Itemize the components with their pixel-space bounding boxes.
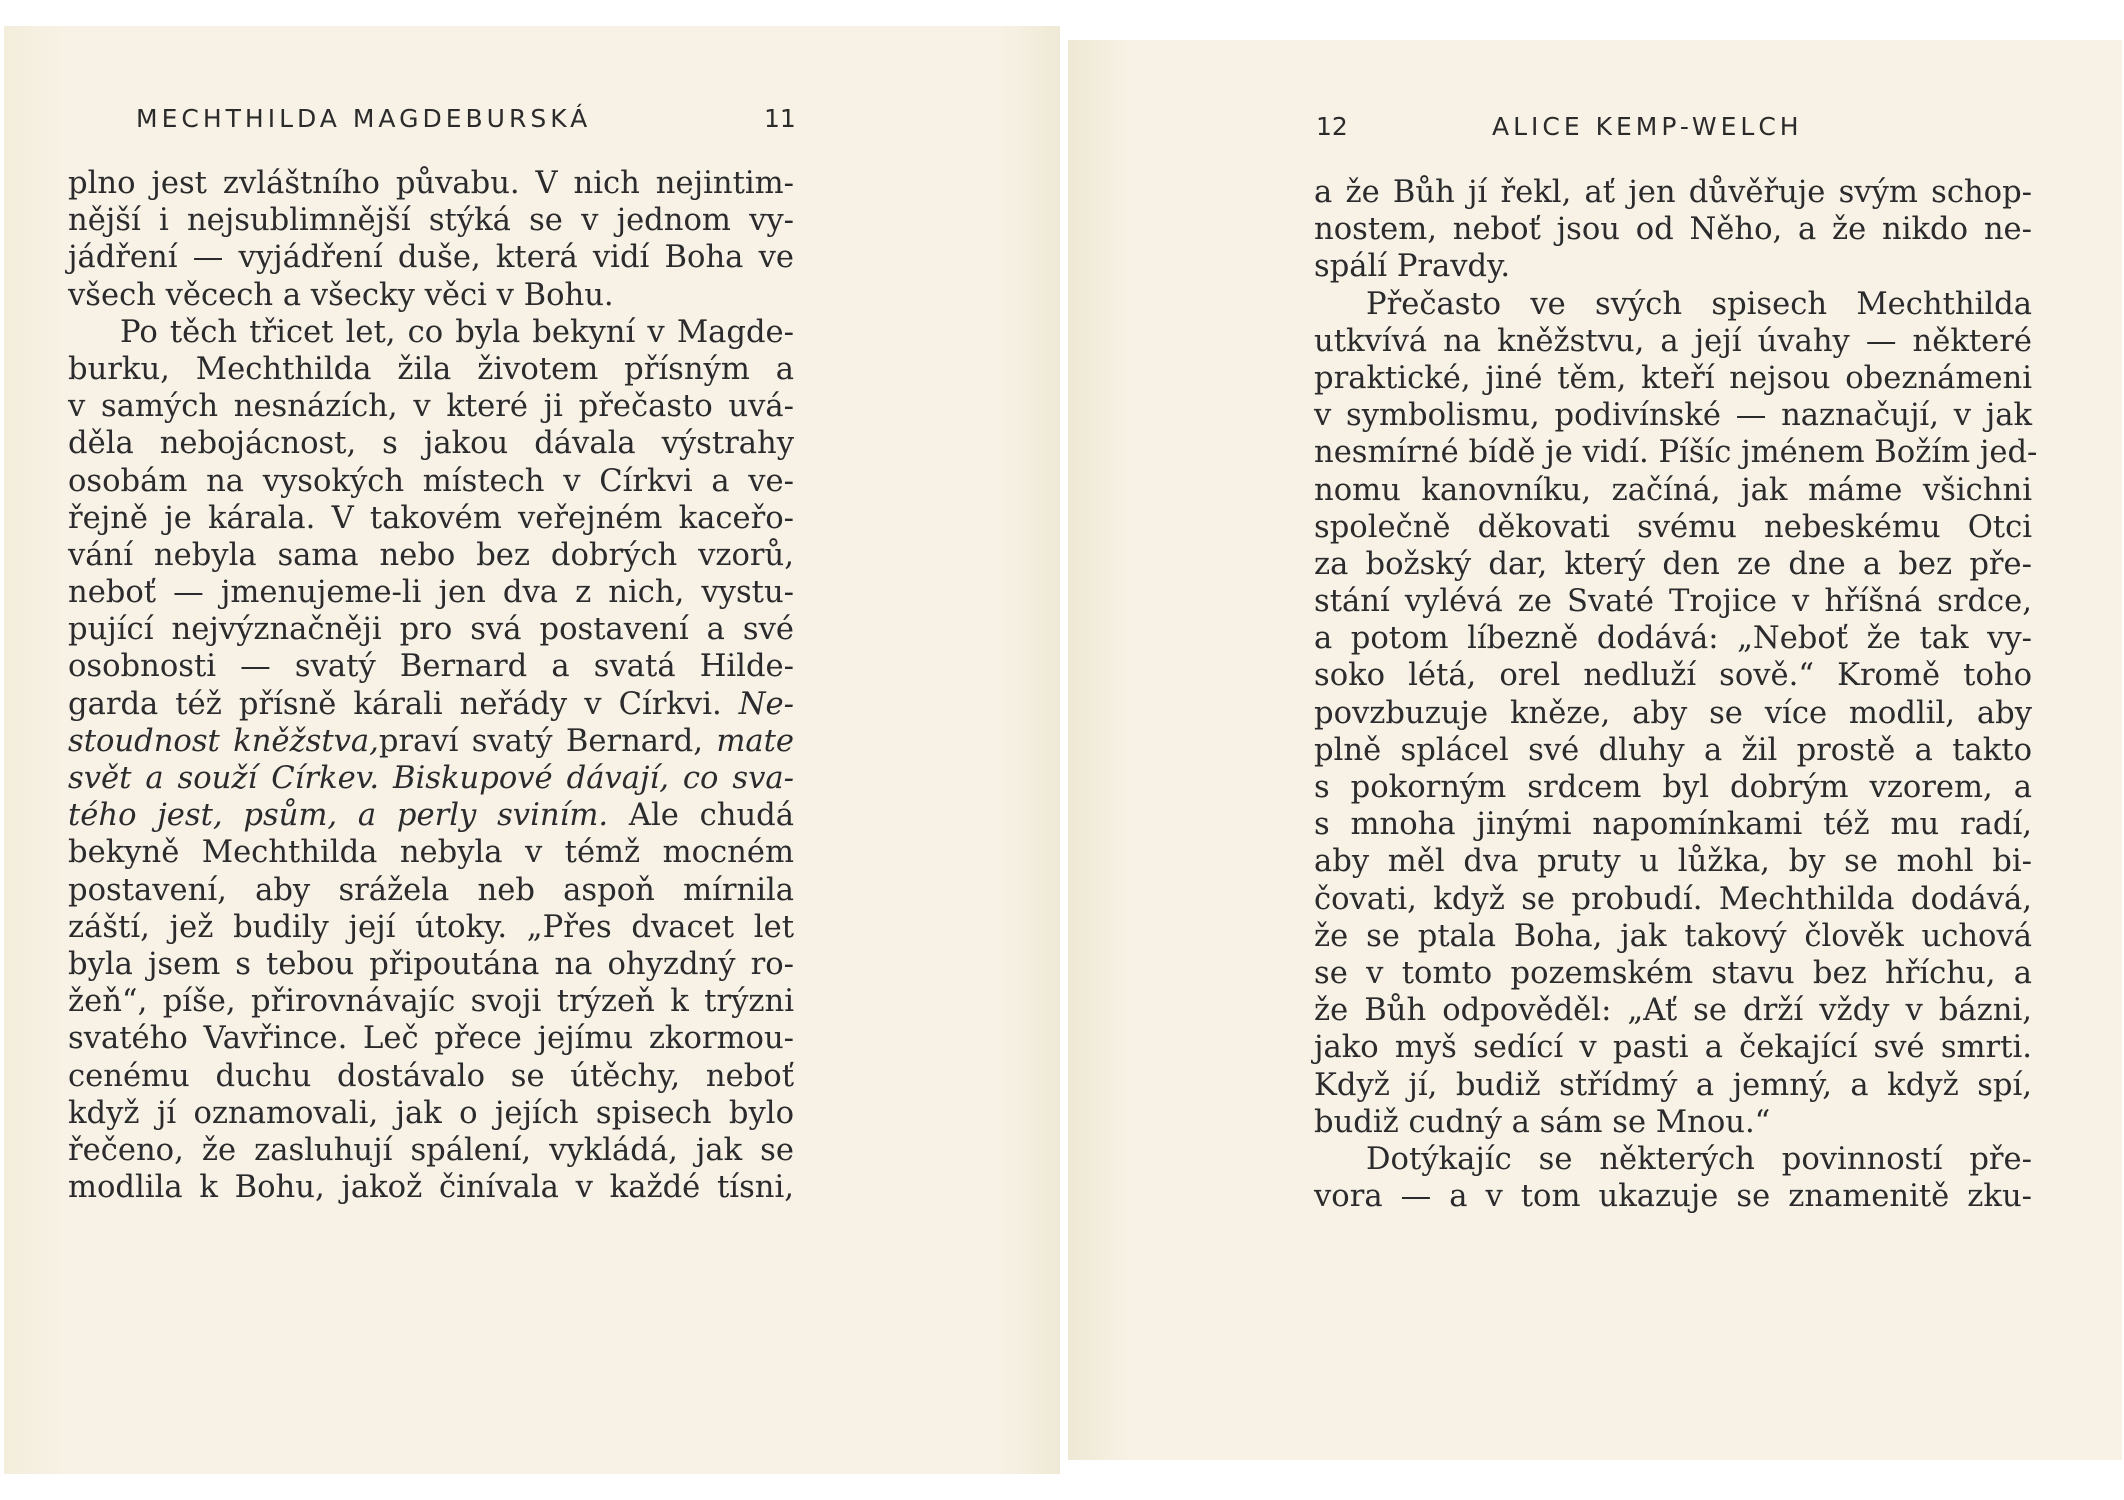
text-line: nější i nejsublimnější stýká se v jednom vy- <box>68 203 794 239</box>
text-line: jako myš sedící v pasti a čekající své smrti. <box>1314 1030 2032 1066</box>
text-segment: garda též přísně kárali neřády v Církvi. <box>68 686 722 722</box>
text-line: že se ptala Boha, jak takový člověk uchová <box>1314 918 2032 954</box>
text-line: řečeno, že zasluhují spálení, vykládá, jak se <box>68 1132 794 1168</box>
text-line: společně děkovati svému nebeskému Otci <box>1314 509 2032 545</box>
italic-segment: Ne- <box>738 686 794 722</box>
text-line: v symbolismu, podivínské — naznačují, v jak <box>1314 398 2032 434</box>
text-line: soko létá, orel nedluží sově.“ Kromě toho <box>1314 658 2032 694</box>
text-line: budiž cudný a sám se Mnou.“ <box>1314 1104 1771 1140</box>
text-line: byla jsem s tebou připoutána na ohyzdný ro- <box>68 946 794 982</box>
text-line: s pokorným srdcem byl dobrým vzorem, a <box>1314 770 2032 805</box>
right-page-body <box>1314 174 2038 1215</box>
italic-segment: stoudnost kněžstva, <box>68 723 379 759</box>
text-line: plno jest zvláštního půvabu. V nich nejintim- <box>68 166 794 201</box>
text-line: cenému duchu dostávalo se útěchy, neboť <box>68 1058 794 1094</box>
text-line <box>68 797 794 834</box>
text-line: nomu kanovníku, začíná, jak máme všichni <box>1314 472 2032 508</box>
text-line: neboť — jmenujeme-li jen dva z nich, vystu- <box>68 575 794 611</box>
text-line: utkvívá na kněžstvu, a její úvahy — některé <box>1314 323 2032 359</box>
text-line: bekyně Mechthilda nebyla v témž mocném <box>68 835 794 871</box>
text-line: plně splácel své dluhy a žil prostě a takto <box>1314 732 2032 768</box>
text-line: se v tomto pozemském stavu bez hříchu, a <box>1314 955 2032 991</box>
text-line <box>68 723 794 760</box>
page-number-right: 12 <box>1316 112 1348 141</box>
text-line: svatého Vavřince. Leč přece jejímu zkormou- <box>68 1021 794 1057</box>
text-line: nostem, neboť jsou od Něho, a že nikdo ne- <box>1314 212 2032 248</box>
text-line: stání vylévá ze Svaté Trojice v hříšná srdce, <box>1314 584 2032 620</box>
text-line: modlila k Bohu, jakož činívala v každé tísni, <box>68 1170 794 1206</box>
text-line: pující nejvýznačněji pro svá postavení a své <box>68 612 794 648</box>
text-line: a že Bůh jí řekl, ať jen důvěřuje svým schop- <box>1314 175 2032 210</box>
text-line: v samých nesnázích, v které ji přečasto uvá- <box>68 389 794 425</box>
paragraph-first-line: Dotýkajíc se některých povinností pře- <box>1366 1141 2032 1177</box>
text-line: když jí oznamovali, jak o jejích spisech bylo <box>68 1095 794 1131</box>
text-line: děla nebojácnost, s jakou dávala výstrahy <box>68 426 794 462</box>
text-line: žeň“, píše, přirovnávajíc svoji trýzeň k trýzni <box>68 984 794 1020</box>
text-line: všech věcech a všecky věci v Bohu. <box>68 277 614 313</box>
text-line: čovati, když se probudí. Mechthilda dodává, <box>1314 881 2032 917</box>
running-head-right: ALICE KEMP-WELCH <box>1492 112 1803 141</box>
text-line: aby měl dva pruty u lůžka, by se mohl bi- <box>1314 844 2032 880</box>
text-line: jádření — vyjádření duše, která vidí Boha ve <box>68 240 794 276</box>
paragraph-first-line: Přečasto ve svých spisech Mechthilda <box>1366 286 2032 322</box>
text-line: za božský dar, který den ze dne a bez pře- <box>1314 546 2032 582</box>
text-line <box>68 686 794 723</box>
text-line: že Bůh odpověděl: „Ať se drží vždy v bázni, <box>1314 993 2032 1029</box>
text-line: vání nebyla sama nebo bez dobrých vzorů, <box>68 537 794 573</box>
left-page-body <box>68 165 794 1206</box>
text-line: praktické, jiné těm, kteří nejsou obeznámeni <box>1314 360 2032 396</box>
text-segment: Ale chudá <box>628 798 794 834</box>
italic-segment: tého jest, psům, a perly sviním. <box>68 798 609 834</box>
text-segment: praví svatý Bernard, <box>378 723 703 759</box>
text-line: s mnoha jinými napomínkami též mu radí, <box>1314 807 2032 843</box>
text-line: Když jí, budiž střídmý a jemný, a když spí, <box>1314 1067 2032 1103</box>
paragraph-first-line: Po těch třicet let, co byla bekyní v Magde- <box>120 314 794 350</box>
text-line: osobnosti — svatý Bernard a svatá Hilde- <box>68 649 794 685</box>
italic-segment: mate <box>716 723 794 759</box>
page-number-left: 11 <box>764 104 796 133</box>
running-head-left: MECHTHILDA MAGDEBURSKÁ <box>136 104 592 133</box>
text-line: osobám na vysokých místech v Církvi a ve- <box>68 463 794 499</box>
text-line: záští, jež budily její útoky. „Přes dvacet let <box>68 909 794 945</box>
text-line: řejně je kárala. V takovém veřejném kaceřo- <box>68 500 794 536</box>
text-line: povzbuzuje kněze, aby se více modlil, aby <box>1314 695 2032 731</box>
italic-line: svět a souží Církev. Biskupové dávají, co sva- <box>68 761 794 796</box>
text-line: nesmírné bídě je vidí. Píšíc jménem Božím jed- <box>1314 435 2038 471</box>
text-line: vora — a v tom ukazuje se znamenitě zku- <box>1314 1179 2032 1215</box>
text-line: spálí Pravdy. <box>1314 249 1511 285</box>
text-line: burku, Mechthilda žila životem přísným a <box>68 351 794 387</box>
text-line: postavení, aby srážela neb aspoň mírnila <box>68 872 794 908</box>
text-line: a potom líbezně dodává: „Neboť že tak vy- <box>1314 621 2032 657</box>
